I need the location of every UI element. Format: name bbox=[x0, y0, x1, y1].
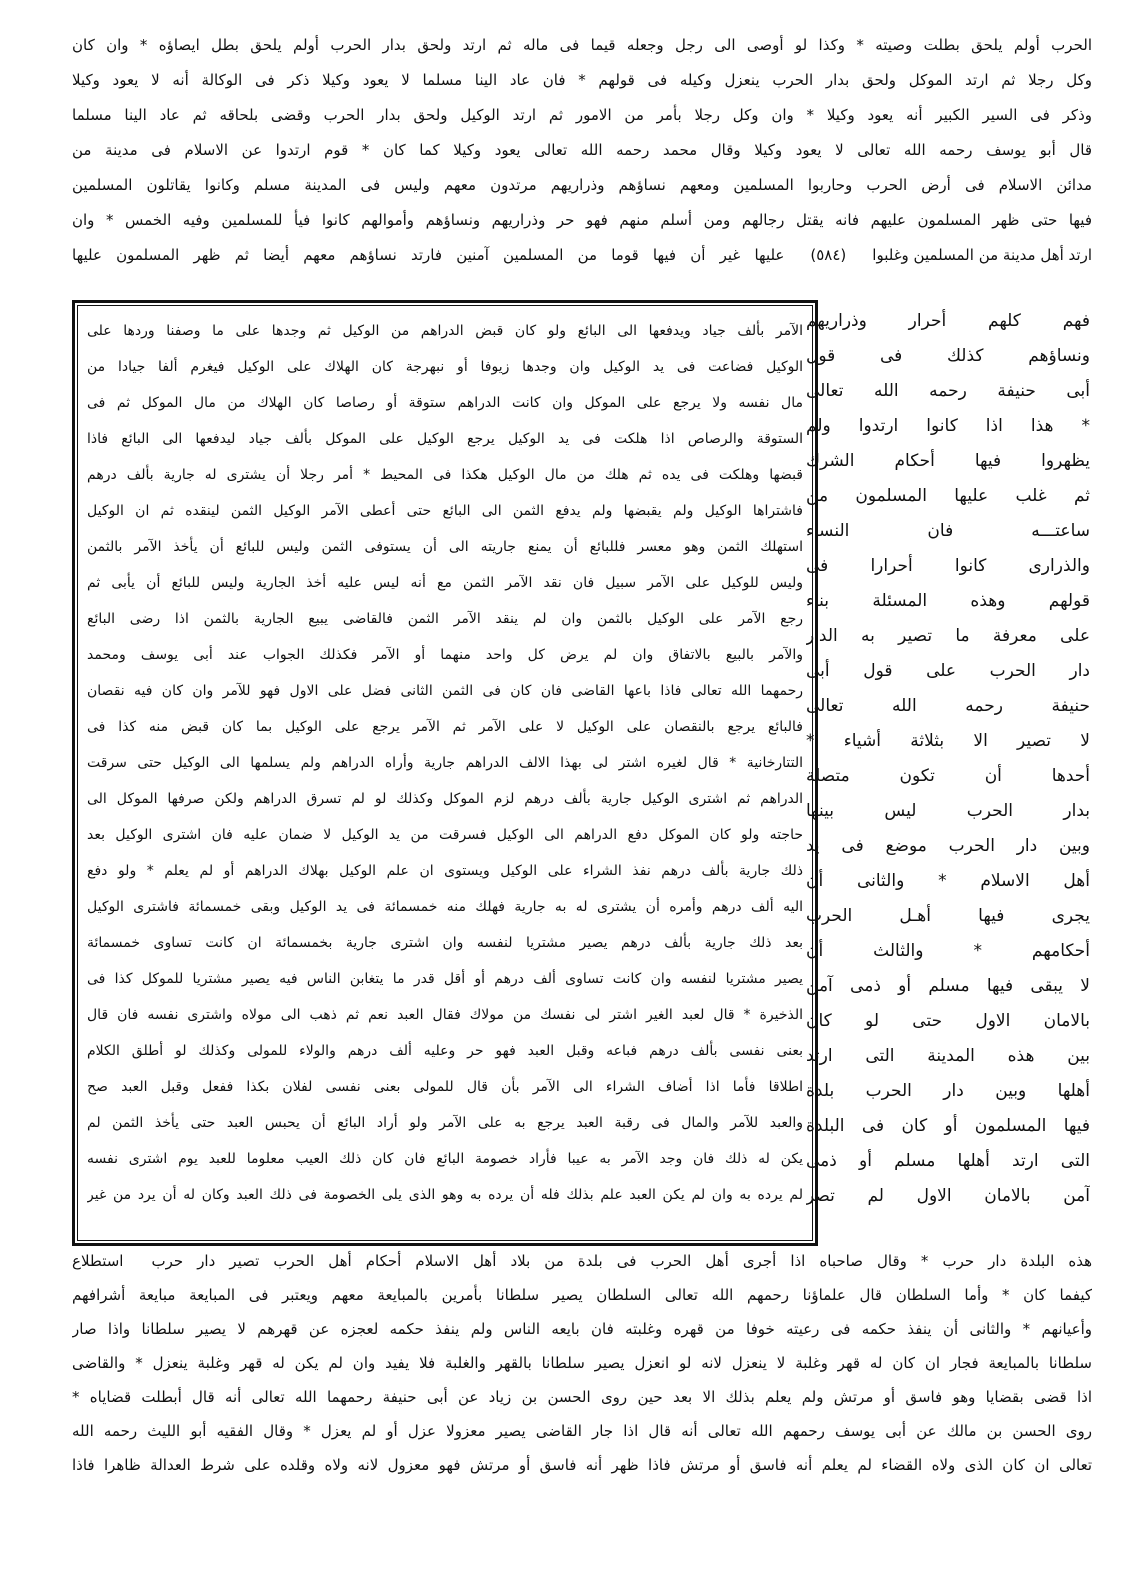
main-text-line: الدراهم ثم اشترى الوكيل جارية بألف درهم لزم الموكل وكذلك لو لم تسرق الدراهم ولكن صرفها الموكل الى bbox=[87, 791, 803, 807]
side-margin-line: بين هذه المدينة التى ارتد bbox=[806, 1046, 1090, 1066]
main-text-line: حاجته ولو كان الموكل دفع الدراهم الى الوكيل فسرقت من يد الوكيل لا ضمان عليه فان اشترى الوكيل بعد bbox=[87, 827, 803, 843]
bottom-text-line: سلطانا بالمبايعة فجار ان كان له قهر وغلبة لا ينعزل لانه لو انعزل يصير سلطانا بالقهر والغلبة فلا يفيد وان لم يكن له قهر وغلبة ينعزل * والقاضى bbox=[72, 1354, 1092, 1372]
side-margin-line: آمن بالامان الاول لم تصر bbox=[806, 1186, 1090, 1206]
main-text-line: يصير مشتريا لنفسه وان كانت تساوى ألف درهم أو أقل قدر ما يتغابن الناس فيه يصير مشتريا للموكل كذا فى bbox=[87, 971, 803, 987]
main-text-line: فاشتراها الوكيل ولم يقبضها ولم يدفع الثمن الى البائع حتى أعطى الآمر الوكيل الثمن لينقده ثم ان الوكيل bbox=[87, 503, 803, 519]
side-margin-line: يظهروا فيها أحكام الشرك bbox=[806, 451, 1090, 471]
side-margin-line: ثم غلب عليها المسلمون من bbox=[806, 486, 1090, 506]
main-text-line: اليه ألف درهم وأمره أن يشترى له به جارية فهلك منه خمسمائة فى يد الوكيل وبقى خمسمائة فاشترى الوكيل bbox=[87, 899, 803, 915]
main-text-line: رحمهما الله تعالى فاذا باعها القاضى فان كان فى الثمن الثانى فضل على الاول فهو للآمر وان كان فيه نقصان bbox=[87, 683, 803, 699]
side-margin-line: أبى حنيفة رحمه الله تعالى bbox=[806, 381, 1090, 401]
top-text-line: مدائن الاسلام فى أرض الحرب وحاربوا المسلمين ومعهم نساؤهم وذراريهم مرتدون معهم وليس فى المدينة مسلم وكانوا يقاتلون المسلمين bbox=[72, 176, 1092, 194]
top-text-line: وذكر فى السير الكبير أنه يعود وكيلا * وان وكل رجلا بأمر من الامور ثم ارتد الوكيل ولحق بدار الحرب وقضى بلحاقه ثم عاد الينا مسلما bbox=[72, 106, 1092, 124]
side-margin-line: لا تصير الا بثلاثة أشياء * bbox=[806, 731, 1090, 751]
bottom-margin-text bbox=[72, 1244, 1092, 1482]
main-text-line: وليس للوكيل على الآمر سبيل فان نقد الآمر الثمن مع أنه ليس عليه أخذ الجارية وليس للبائع أن يأبى ثم bbox=[87, 575, 803, 591]
side-margin-line: أهل الاسلام * والثانى أن bbox=[806, 871, 1090, 891]
main-text-line: رجع الآمر على الوكيل بالثمن وان لم ينقد الآمر الثمن فالقاضى يبيع الجارية بالثمن اذا رضى البائع bbox=[87, 611, 803, 627]
bottom-text-line: تعالى ان كان الذى ولاه القضاء لم يعلم أنه فاسق أو مرتش فاذا ظهر أنه فاسق أو مرتش فهو معزول لانه ولاه وقلده على شرط العدالة ظاهرا فاذا bbox=[72, 1456, 1092, 1474]
bottom-text-line: اذا قضى بقضايا وهو فاسق أو مرتش ولم يعلم بذلك الا بعد حين روى الحسن بن زياد عن أبى حنيفة رحمهما الله تعالى أنه قال أبطلت قضاياه * bbox=[72, 1388, 1092, 1406]
side-margin-line: على معرفة ما تصير به الدار bbox=[806, 626, 1090, 646]
side-margin-line: بدار الحرب ليس بينها bbox=[806, 801, 1090, 821]
top-text-line: وكل رجلا ثم ارتد الموكل ولحق بدار الحرب ينعزل وكيله فى قولهم * فان عاد الينا مسلما لا يعود وكيلا ذكر فى الوكالة أنه لا يعود وكيلا bbox=[72, 71, 1092, 89]
main-text-line: استهلك الثمن وهو معسر فللبائع أن يمنع جاريته الى أن يستوفى الثمن وليس للبائع أن يأخذ الآمر بالثمن bbox=[87, 539, 803, 555]
bottom-text-line: روى الحسن بن مالك عن أبى يوسف رحمهم الله تعالى أنه قال اذا جار القاضى يصير معزولا عزل أو لم يعزل * وقال الفقيه أبو الليث رحمه الله bbox=[72, 1422, 1092, 1440]
top-text-line: فيها حتى ظهر المسلمون عليهم فانه يقتل رجالهم ومن أسلم منهم فهو حر وذراريهم ونساؤهم وأموالهم كانوا فيأ للمسلمين وفيه الخمس * وان bbox=[72, 211, 1092, 229]
side-margin-line: ساعتـــه فان النساء bbox=[806, 521, 1090, 541]
page-number: (٥٨٤) bbox=[810, 246, 847, 264]
side-margin-column bbox=[806, 304, 1090, 1214]
main-text-line: والعبد للآمر والمال فى رقبة العبد يرجع به على الآمر ولو أراد البائع أن يحبس العبد حتى يأخذ الثمن لم bbox=[87, 1115, 803, 1131]
side-margin-line: والذرارى كانوا أحرارا فى bbox=[806, 556, 1090, 576]
main-text-line: قبضها وهلكت فى يده ثم هلك من مال الوكيل هكذا فى المحيط * أمر رجلا أن يشترى له جارية بألف درهم bbox=[87, 467, 803, 483]
side-margin-line: بالامان الاول حتى لو كان bbox=[806, 1011, 1090, 1031]
bottom-text-line: كيفما كان * وأما السلطان قال علماؤنا رحمهم الله تعالى السلطان يصير سلطانا بأمرين بالمبايعة معهم ويعتبر فى المبايعة مبايعة أشرافهم bbox=[72, 1286, 1092, 1304]
catchword: استطلاع bbox=[72, 1252, 124, 1270]
main-text-line: يكن له ذلك فان وجد الآمر به عيبا فأراد خصومة البائع فان كان ذلك العيب معلوما للعبد يوم اشترى نفسه bbox=[87, 1151, 803, 1167]
side-margin-line: فهم كلهم أحرار وذراريهم bbox=[806, 311, 1090, 331]
main-text-line: ذلك جارية بألف درهم نفذ الشراء على الوكيل ويستوى ان علم الوكيل بهلاك الدراهم أو لم يعلم * ولو دفع bbox=[87, 863, 803, 879]
top-margin-text bbox=[72, 28, 1092, 273]
main-text-line: بعنى نفسى بألف درهم فباعه وقبل العبد فهو حر وعليه ألف درهم والولاء للمولى وكذلك لو أطلق الكلام bbox=[87, 1043, 803, 1059]
main-text-line: التتارخانية * قال لغيره اشتر لى بهذا الالف الدراهم جارية وأراه الدراهم ولم يسلمها الى الوكيل حتى سرقت bbox=[87, 755, 803, 771]
main-text-line: الوكيل فضاعت فى يد الوكيل وان وجدها زيوفا أو نبهرجة كان الهلاك على الوكيل فيغرم ألفا جيادا من bbox=[87, 359, 803, 375]
side-margin-line: وبين دار الحرب موضع فى يد bbox=[806, 836, 1090, 856]
top-text-fragment: ارتد أهل مدينة من المسلمين وغلبوا bbox=[872, 246, 1092, 264]
side-margin-line: التى ارتد أهلها مسلم أو ذمى bbox=[806, 1151, 1090, 1171]
side-margin-line: يجرى فيها أهـل الحرب bbox=[806, 906, 1090, 926]
main-text-line: اطلاقا فأما اذا أضاف الشراء الى الآمر بأن قال للمولى بعنى نفسى لفلان بكذا ففعل وقبل العبد صح bbox=[87, 1079, 803, 1095]
main-text-line: مال نفسه ولا يرجع على الموكل وان كانت الدراهم ستوقة أو رصاصا كان الهلاك من مال الموكل ثم فى bbox=[87, 395, 803, 411]
side-margin-line: قولهم وهذه المسئلة بناء bbox=[806, 591, 1090, 611]
side-margin-line: لا يبقى فيها مسلم أو ذمى آمن bbox=[806, 976, 1090, 996]
top-text-line: قال أبو يوسف رحمه الله تعالى لا يعود وكيلا وقال محمد رحمه الله تعالى يعود وكيلا كما كان * قوم ارتدوا عن الاسلام فى مدينة من bbox=[72, 141, 1092, 159]
main-text-line: الستوقة والرصاص اذا هلكت فى يد الوكيل يرجع الوكيل على الموكل بألف جياد ليدفعها الى البائع فاذا bbox=[87, 431, 803, 447]
side-margin-line: أحكامهم * والثالث أن bbox=[806, 941, 1090, 961]
side-margin-line: دار الحرب على قول أبى bbox=[806, 661, 1090, 681]
main-text-line: الآمر بألف جياد ويدفعها الى البائع ولو كان قبض الدراهم من الوكيل ثم وجدها على ما وصفنا وردها على bbox=[87, 323, 803, 339]
bottom-text-line: هذه البلدة دار حرب * وقال صاحباه اذا أجرى أهل الحرب فى بلدة من بلاد أهل الاسلام أحكام أهل الحرب تصير دار حرب bbox=[151, 1252, 1092, 1270]
main-text-line: لم يرده به وان لم يكن العبد علم بذلك فله أن يرده به وهو الذى يلى الخصومة فى ذلك العبد وكان له أن يرد من غير bbox=[87, 1187, 803, 1203]
bottom-text-line-with-catchword bbox=[72, 1244, 1092, 1278]
top-text-line: الحرب أولم يلحق بطلت وصيته * وكذا لو أوصى الى رجل وجعله قيما فى ماله ثم ارتد ولحق بدار الحرب أولم يلحق بطل ايصاؤه * وان كان bbox=[72, 36, 1092, 54]
top-text-fragment: عليها غير أن فيها قوما من المسلمين آمنين فارتد نساؤهم معهم أيضا ثم ظهر المسلمون عليها bbox=[72, 246, 785, 264]
side-margin-line: حنيفة رحمه الله تعالى bbox=[806, 696, 1090, 716]
main-text-line: بعد ذلك جارية بألف درهم يصير مشتريا لنفسه وان اشترى جارية بخمسمائة ان كانت تساوى خمسمائة bbox=[87, 935, 803, 951]
side-margin-line: * هذا اذا كانوا ارتدوا ولم bbox=[806, 416, 1090, 436]
side-margin-line: أحدها أن تكون متصلة bbox=[806, 766, 1090, 786]
top-text-line-with-page-number bbox=[72, 238, 1092, 273]
side-margin-line: فيها المسلمون أو كان فى البلدة bbox=[806, 1116, 1090, 1136]
main-text-line: والآمر بالبيع بالاتفاق وان لم يرض كل واحد منهما أو الآمر فكذلك الجواب عند أبى يوسف ومحمد bbox=[87, 647, 803, 663]
side-margin-line: أهلها وبين دار الحرب بلدة bbox=[806, 1081, 1090, 1101]
main-text-line: الذخيرة * قال لعبد الغير اشتر لى نفسك من مولاك فقال العبد نعم ثم ذهب الى مولاه واشترى نفسه فان قال bbox=[87, 1007, 803, 1023]
bottom-text-line: وأعيانهم * والثانى أن ينفذ حكمه فى رعيته خوفا من قهره وغلبته فان بايعه الناس ولم ينفذ حكمه لعجزه عن قهرهم لا يصير سلطانا واذا صار bbox=[72, 1320, 1092, 1338]
side-margin-line: ونساؤهم كذلك فى قول bbox=[806, 346, 1090, 366]
main-text-box bbox=[72, 300, 818, 1246]
main-text-line: فالبائع يرجع بالنقصان على الوكيل لا على الآمر ثم الآمر يرجع على الوكيل بما كان قبض منه كذا فى bbox=[87, 719, 803, 735]
